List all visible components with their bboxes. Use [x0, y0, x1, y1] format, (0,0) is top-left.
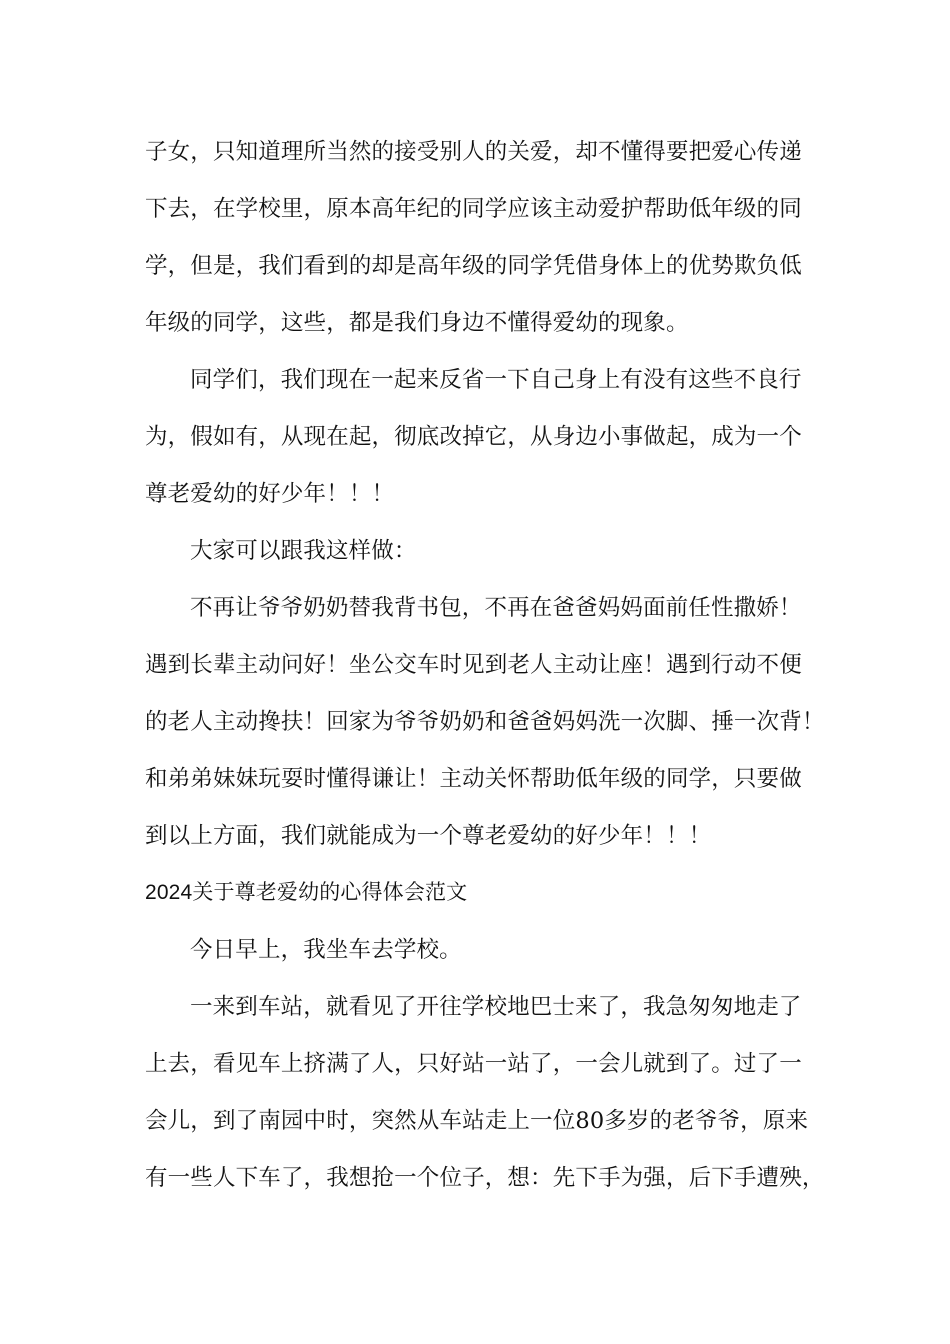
paragraph-line: 不再让爷爷奶奶替我背书包，不再在爸爸妈妈面前任性撒娇！	[190, 595, 802, 621]
paragraph-line: 下去，在学校里，原本高年纪的同学应该主动爱护帮助低年级的同	[145, 196, 802, 222]
paragraph-line: 子女，只知道理所当然的接受别人的关爱，却不懂得要把爱心传递	[145, 139, 802, 165]
paragraph-line: 年级的同学，这些，都是我们身边不懂得爱幼的现象。	[145, 310, 689, 336]
paragraph-line: 到以上方面，我们就能成为一个尊老爱幼的好少年！！！	[145, 823, 712, 849]
paragraph-line: 今日早上，我坐车去学校。	[190, 937, 462, 963]
paragraph-line: 一来到车站，就看见了开往学校地巴士来了，我急匆匆地走了	[190, 994, 802, 1020]
paragraph-line: 有一些人下车了，我想抢一个位子，想：先下手为强，后下手遭殃，	[145, 1165, 825, 1191]
paragraph-line: 同学们，我们现在一起来反省一下自己身上有没有这些不良行	[190, 367, 802, 393]
paragraph-line: 会儿，到了南园中时，突然从车站走上一位80多岁的老爷爷，原来	[145, 1108, 809, 1134]
paragraph-line: 尊老爱幼的好少年！！！	[145, 481, 395, 507]
paragraph-line: 和弟弟妹妹玩耍时懂得谦让！主动关怀帮助低年级的同学，只要做	[145, 766, 802, 792]
paragraph-line: 上去，看见车上挤满了人，只好站一站了，一会儿就到了。过了一	[145, 1051, 802, 1077]
paragraph-line: 为，假如有，从现在起，彻底改掉它，从身边小事做起，成为一个	[145, 424, 802, 450]
paragraph-line: 遇到长辈主动问好！坐公交车时见到老人主动让座！遇到行动不便	[145, 652, 802, 678]
paragraph-line: 学，但是，我们看到的却是高年级的同学凭借身体上的优势欺负低	[145, 253, 802, 279]
paragraph-line: 大家可以跟我这样做：	[190, 538, 417, 564]
paragraph-line: 的老人主动搀扶！回家为爷爷奶奶和爸爸妈妈洗一次脚、捶一次背！	[145, 709, 825, 735]
section-heading: 2024关于尊老爱幼的心得体会范文	[145, 881, 468, 904]
